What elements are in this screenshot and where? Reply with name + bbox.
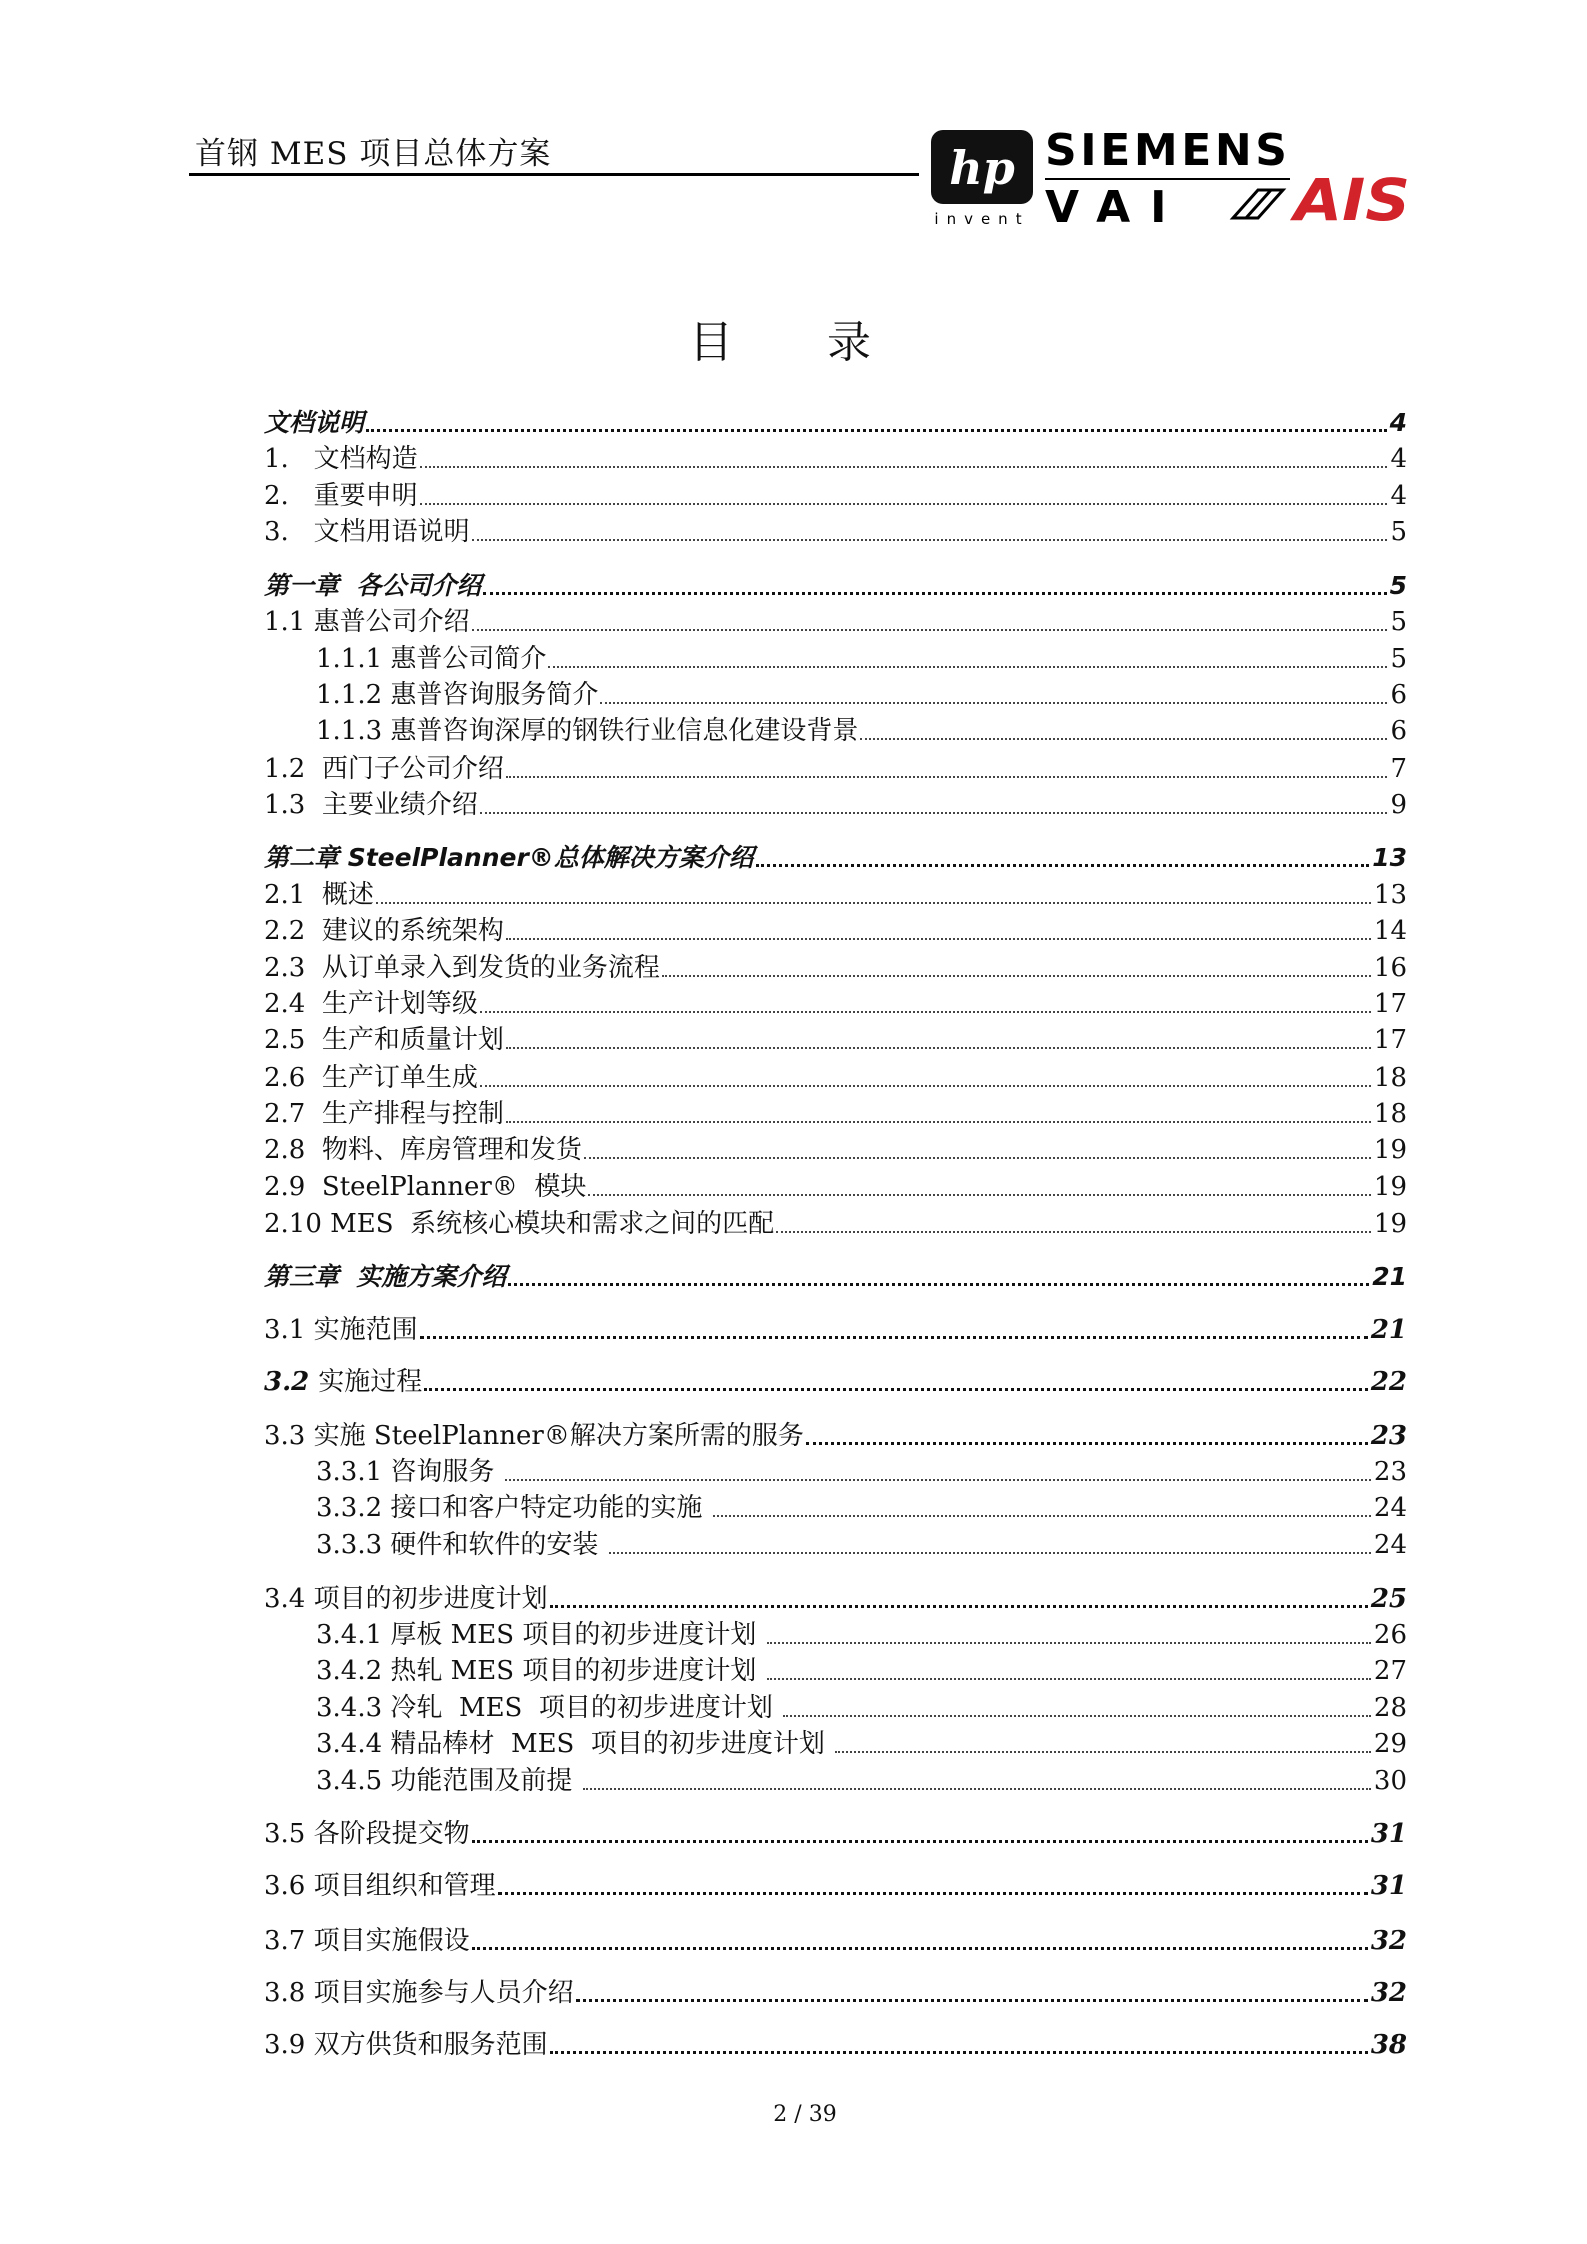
toc-entry-title: 文档构造 [313, 444, 418, 474]
toc-entry[interactable] [316, 1725, 1407, 1759]
toc-entry-number: 3.3 [264, 1421, 314, 1451]
toc-leader-dots [506, 937, 1371, 940]
toc-entry[interactable] [264, 404, 1407, 438]
toc-leader-dots [472, 1946, 1368, 1950]
toc-leader-dots [767, 1677, 1371, 1680]
toc-entry-number: 2.5 [264, 1025, 322, 1055]
toc-entry-page: 23 [1370, 1421, 1407, 1451]
toc-leader-dots [505, 1478, 1371, 1481]
toc-leader-dots [480, 1084, 1371, 1087]
toc-leader-dots [424, 1387, 1368, 1391]
toc-leader-dots [506, 1046, 1371, 1049]
toc-entry-page: 17 [1373, 989, 1407, 1019]
toc-entry[interactable] [264, 1131, 1407, 1165]
toc-entry[interactable] [264, 440, 1407, 474]
toc-entry-title: 咨询服务 [390, 1457, 503, 1487]
toc-entry-page: 7 [1390, 754, 1407, 784]
toc-leader-dots [588, 1193, 1371, 1196]
toc-entry[interactable] [264, 1974, 1407, 2008]
toc-entry[interactable] [316, 1526, 1407, 1560]
toc-entry-title: 硬件和软件的安装 [390, 1530, 607, 1560]
toc-entry-title: 第一章 各公司介绍 [264, 571, 482, 600]
toc-entry-title: 项目的初步进度计划 [313, 1584, 548, 1614]
toc-entry[interactable] [264, 1363, 1407, 1397]
toc-entry-number: 1.1.2 [316, 680, 391, 710]
toc-entry-title: 文档说明 [264, 408, 365, 437]
toc-entry-page: 13 [1373, 880, 1407, 910]
toc-entry-number: 2.2 [264, 916, 322, 946]
toc-leader-dots [366, 428, 1387, 432]
toc-leader-dots [472, 538, 1388, 541]
toc-entry-page: 38 [1370, 2030, 1407, 2060]
toc-entry-page: 23 [1373, 1457, 1407, 1487]
toc-entry-title: 冷轧 MES 项目的初步进度计划 [390, 1693, 782, 1723]
toc-entry-title: 项目实施参与人员介绍 [313, 1978, 574, 2008]
header-rule [189, 173, 919, 176]
toc-entry-title: 主要业绩介绍 [321, 790, 478, 820]
toc-entry-number: 3.1 [264, 1315, 314, 1345]
toc-entry-page: 28 [1373, 1693, 1407, 1723]
toc-leader-dots [498, 1891, 1368, 1895]
toc-leader-dots [550, 2050, 1368, 2054]
toc-entry-number: 3.7 [264, 1926, 314, 1956]
toc-entry[interactable] [264, 949, 1407, 983]
toc-entry-number: 2.3 [264, 953, 322, 983]
toc-entry[interactable] [316, 1616, 1407, 1650]
toc-entry-number: 3.3.1 [316, 1457, 391, 1487]
toc-leader-dots [376, 901, 1371, 904]
toc-entry[interactable] [264, 1021, 1407, 1055]
toc-entry[interactable] [316, 1652, 1407, 1686]
toc-leader-dots [767, 1641, 1371, 1644]
toc-entry-number: 3.3.2 [316, 1493, 391, 1523]
toc-entry-title: 文档用语说明 [313, 517, 470, 547]
toc-entry-number: 2.6 [264, 1063, 322, 1093]
toc-entry-page: 13 [1372, 843, 1407, 872]
toc-entry[interactable] [264, 567, 1407, 601]
toc-entry-page: 6 [1390, 716, 1407, 746]
toc-entry[interactable] [316, 1489, 1407, 1523]
toc-leader-dots [550, 1604, 1368, 1608]
document-header-title: 首钢 MES 项目总体方案 [195, 136, 552, 172]
toc-entry-number: 2. [264, 481, 314, 511]
toc-entry-page: 29 [1373, 1729, 1407, 1759]
toc-entry-number: 3.4.4 [316, 1729, 391, 1759]
toc-entry[interactable] [264, 603, 1407, 637]
toc-entry[interactable] [316, 640, 1407, 674]
toc-leader-dots [506, 1120, 1371, 1123]
toc-entry-page: 19 [1373, 1135, 1407, 1165]
toc-entry[interactable] [264, 786, 1407, 820]
toc-leader-dots [480, 811, 1388, 814]
toc-entry-page: 31 [1370, 1819, 1407, 1849]
toc-entry-number: 3.4 [264, 1584, 314, 1614]
toc-entry-number: 1. [264, 444, 314, 474]
toc-entry[interactable] [264, 1311, 1407, 1345]
toc-entry-number: 3.4.2 [316, 1656, 391, 1686]
toc-entry-page: 9 [1390, 790, 1407, 820]
toc-entry-title: 惠普公司简介 [390, 644, 547, 674]
toc-entry-title: 生产排程与控制 [321, 1099, 504, 1129]
page-indicator: 2 / 39 [773, 2102, 837, 2127]
toc-leader-dots [506, 775, 1388, 778]
toc-entry-title: 热轧 MES 项目的初步进度计划 [390, 1656, 765, 1686]
toc-entry-number: 3.4.3 [316, 1693, 391, 1723]
hp-siemens-vai-logo [928, 120, 1413, 228]
toc-entry-page: 21 [1372, 1262, 1407, 1291]
toc-entry-title: 第三章 实施方案介绍 [264, 1262, 507, 1291]
toc-entry[interactable] [264, 1205, 1407, 1239]
toc-entry[interactable] [316, 712, 1407, 746]
toc-entry-page: 5 [1390, 644, 1407, 674]
toc-entry-title: 重要申明 [313, 481, 418, 511]
toc-entry-page: 17 [1373, 1025, 1407, 1055]
toc-entry-page: 4 [1389, 408, 1407, 437]
toc-leader-dots [420, 1335, 1368, 1339]
toc-entry-title: 实施范围 [313, 1315, 418, 1345]
toc-entry[interactable] [264, 1580, 1407, 1614]
toc-entry-page: 22 [1370, 1367, 1407, 1397]
toc-entry-page: 4 [1390, 444, 1407, 474]
toc-entry[interactable] [316, 1762, 1407, 1796]
toc-leader-dots [835, 1750, 1371, 1753]
toc-entry-page: 24 [1373, 1493, 1407, 1523]
toc-entry[interactable] [264, 1815, 1407, 1849]
toc-entry-page: 32 [1370, 1926, 1407, 1956]
toc-entry-number: 3.4.1 [316, 1620, 391, 1650]
toc-entry-title: 厚板 MES 项目的初步进度计划 [390, 1620, 765, 1650]
toc-leader-dots [420, 465, 1388, 468]
toc-entry-number: 2.1 [264, 880, 322, 910]
svg-text:SIEMENS: SIEMENS [1045, 125, 1287, 176]
toc-title: 目 录 [689, 317, 911, 368]
toc-leader-dots [756, 863, 1369, 867]
toc-leader-dots [783, 1714, 1371, 1717]
toc-entry-page: 14 [1373, 916, 1407, 946]
toc-entry-title: 功能范围及前提 [390, 1766, 581, 1796]
toc-entry-title: 物料、库房管理和发货 [321, 1135, 582, 1165]
toc-leader-dots [662, 974, 1371, 977]
toc-entry-title: 建议的系统架构 [321, 916, 504, 946]
toc-leader-dots [584, 1156, 1371, 1159]
toc-entry-page: 6 [1390, 680, 1407, 710]
toc-entry-page: 5 [1390, 607, 1407, 637]
toc-entry[interactable] [316, 1453, 1407, 1487]
svg-text:hp: hp [949, 141, 1015, 195]
toc-entry[interactable] [264, 477, 1407, 511]
toc-entry-page: 18 [1373, 1063, 1407, 1093]
toc-entry[interactable] [264, 1168, 1407, 1202]
toc-entry-title: 项目实施假设 [313, 1926, 470, 1956]
toc-leader-dots [420, 502, 1388, 505]
toc-entry-number: 2.9 [264, 1172, 322, 1202]
toc-leader-dots [600, 701, 1387, 704]
toc-entry-title: 生产订单生成 [321, 1063, 478, 1093]
toc-entry-title: MES 系统核心模块和需求之间的匹配 [330, 1209, 775, 1239]
toc-entry[interactable] [264, 1059, 1407, 1093]
toc-entry-title: 生产和质量计划 [321, 1025, 504, 1055]
toc-entry-number: 1.3 [264, 790, 322, 820]
toc-leader-dots [548, 665, 1387, 668]
toc-entry-title: 西门子公司介绍 [321, 754, 504, 784]
toc-entry-title: 项目组织和管理 [313, 1871, 496, 1901]
toc-entry-page: 21 [1370, 1315, 1407, 1345]
toc-entry[interactable] [264, 876, 1407, 910]
toc-entry[interactable] [264, 1922, 1407, 1956]
toc-entry[interactable] [264, 1095, 1407, 1129]
toc-entry-number: 1.1.1 [316, 644, 391, 674]
toc-entry-number: 3.2 [264, 1367, 319, 1397]
toc-entry-number: 1.1 [264, 607, 314, 637]
toc-entry-page: 19 [1373, 1209, 1407, 1239]
toc-entry-title: 惠普咨询服务简介 [390, 680, 599, 710]
toc-leader-dots [576, 1998, 1368, 2002]
toc-entry-title: 惠普咨询深厚的钢铁行业信息化建设背景 [390, 716, 859, 746]
toc-entry[interactable] [264, 985, 1407, 1019]
toc-entry-number: 3. [264, 517, 314, 547]
toc-leader-dots [860, 737, 1387, 740]
toc-entry[interactable] [264, 750, 1407, 784]
toc-entry[interactable] [316, 1689, 1407, 1723]
toc-entry-page: 4 [1390, 481, 1407, 511]
toc-leader-dots [472, 628, 1388, 631]
toc-entry-number: 3.3.3 [316, 1530, 391, 1560]
toc-entry-page: 25 [1370, 1584, 1407, 1614]
toc-leader-dots [609, 1551, 1371, 1554]
toc-entry-page: 27 [1373, 1656, 1407, 1686]
toc-entry-number: 3.6 [264, 1871, 314, 1901]
toc-leader-dots [480, 1010, 1371, 1013]
toc-leader-dots [472, 1839, 1368, 1843]
toc-entry-page: 24 [1373, 1530, 1407, 1560]
toc-entry-number: 3.8 [264, 1978, 314, 2008]
ais-logo-text: AIS [1289, 166, 1410, 228]
toc-entry[interactable] [316, 676, 1407, 710]
toc-entry[interactable] [264, 2026, 1407, 2060]
toc-entry-page: 31 [1370, 1871, 1407, 1901]
toc-entry-page: 19 [1373, 1172, 1407, 1202]
toc-entry[interactable] [264, 1417, 1407, 1451]
toc-entry-title: 双方供货和服务范围 [313, 2030, 548, 2060]
toc-entry[interactable] [264, 1867, 1407, 1901]
toc-entry-title: 精品棒材 MES 项目的初步进度计划 [390, 1729, 834, 1759]
toc-entry-number: 1.1.3 [316, 716, 391, 746]
toc-leader-dots [806, 1441, 1368, 1445]
toc-entry-title: 生产计划等级 [321, 989, 478, 1019]
toc-entry-page: 16 [1373, 953, 1407, 983]
toc-entry-page: 32 [1370, 1978, 1407, 2008]
toc-entry-title: 实施过程 [318, 1367, 423, 1397]
svg-text:invent: invent [934, 210, 1030, 228]
svg-text:VAI: VAI [1045, 182, 1187, 228]
toc-entry-number: 3.4.5 [316, 1766, 391, 1796]
toc-entry-number: 1.2 [264, 754, 322, 784]
toc-entry-number: 2.7 [264, 1099, 322, 1129]
toc-entry[interactable] [264, 912, 1407, 946]
toc-entry-title: 实施 SteelPlanner®解决方案所需的服务 [313, 1421, 804, 1451]
toc-entry-title: 接口和客户特定功能的实施 [390, 1493, 711, 1523]
toc-leader-dots [776, 1230, 1371, 1233]
toc-leader-dots [583, 1787, 1371, 1790]
toc-entry[interactable] [264, 1258, 1407, 1292]
toc-entry-title: 从订单录入到发货的业务流程 [321, 953, 660, 983]
toc-entry-number: 2.8 [264, 1135, 322, 1165]
toc-entry[interactable] [264, 839, 1407, 873]
toc-leader-dots [508, 1282, 1369, 1286]
toc-entry-page: 5 [1389, 571, 1407, 600]
toc-entry-title: 惠普公司介绍 [313, 607, 470, 637]
toc-entry-title: 第二章 SteelPlanner®总体解决方案介绍 [264, 843, 754, 872]
toc-entry-title: 各阶段提交物 [313, 1819, 470, 1849]
toc-entry-page: 18 [1373, 1099, 1407, 1129]
toc-entry-title: 概述 [321, 880, 374, 910]
toc-entry-page: 30 [1373, 1766, 1407, 1796]
toc-leader-dots [713, 1514, 1371, 1517]
toc-entry[interactable] [264, 513, 1407, 547]
toc-entry-title: SteelPlanner® 模块 [321, 1172, 587, 1202]
toc-entry-number: 2.4 [264, 989, 322, 1019]
toc-entry-page: 5 [1390, 517, 1407, 547]
toc-entry-number: 3.9 [264, 2030, 314, 2060]
toc-entry-page: 26 [1373, 1620, 1407, 1650]
toc-leader-dots [483, 591, 1386, 595]
toc-entry-number: 3.5 [264, 1819, 314, 1849]
toc-entry-number: 2.10 [264, 1209, 331, 1239]
